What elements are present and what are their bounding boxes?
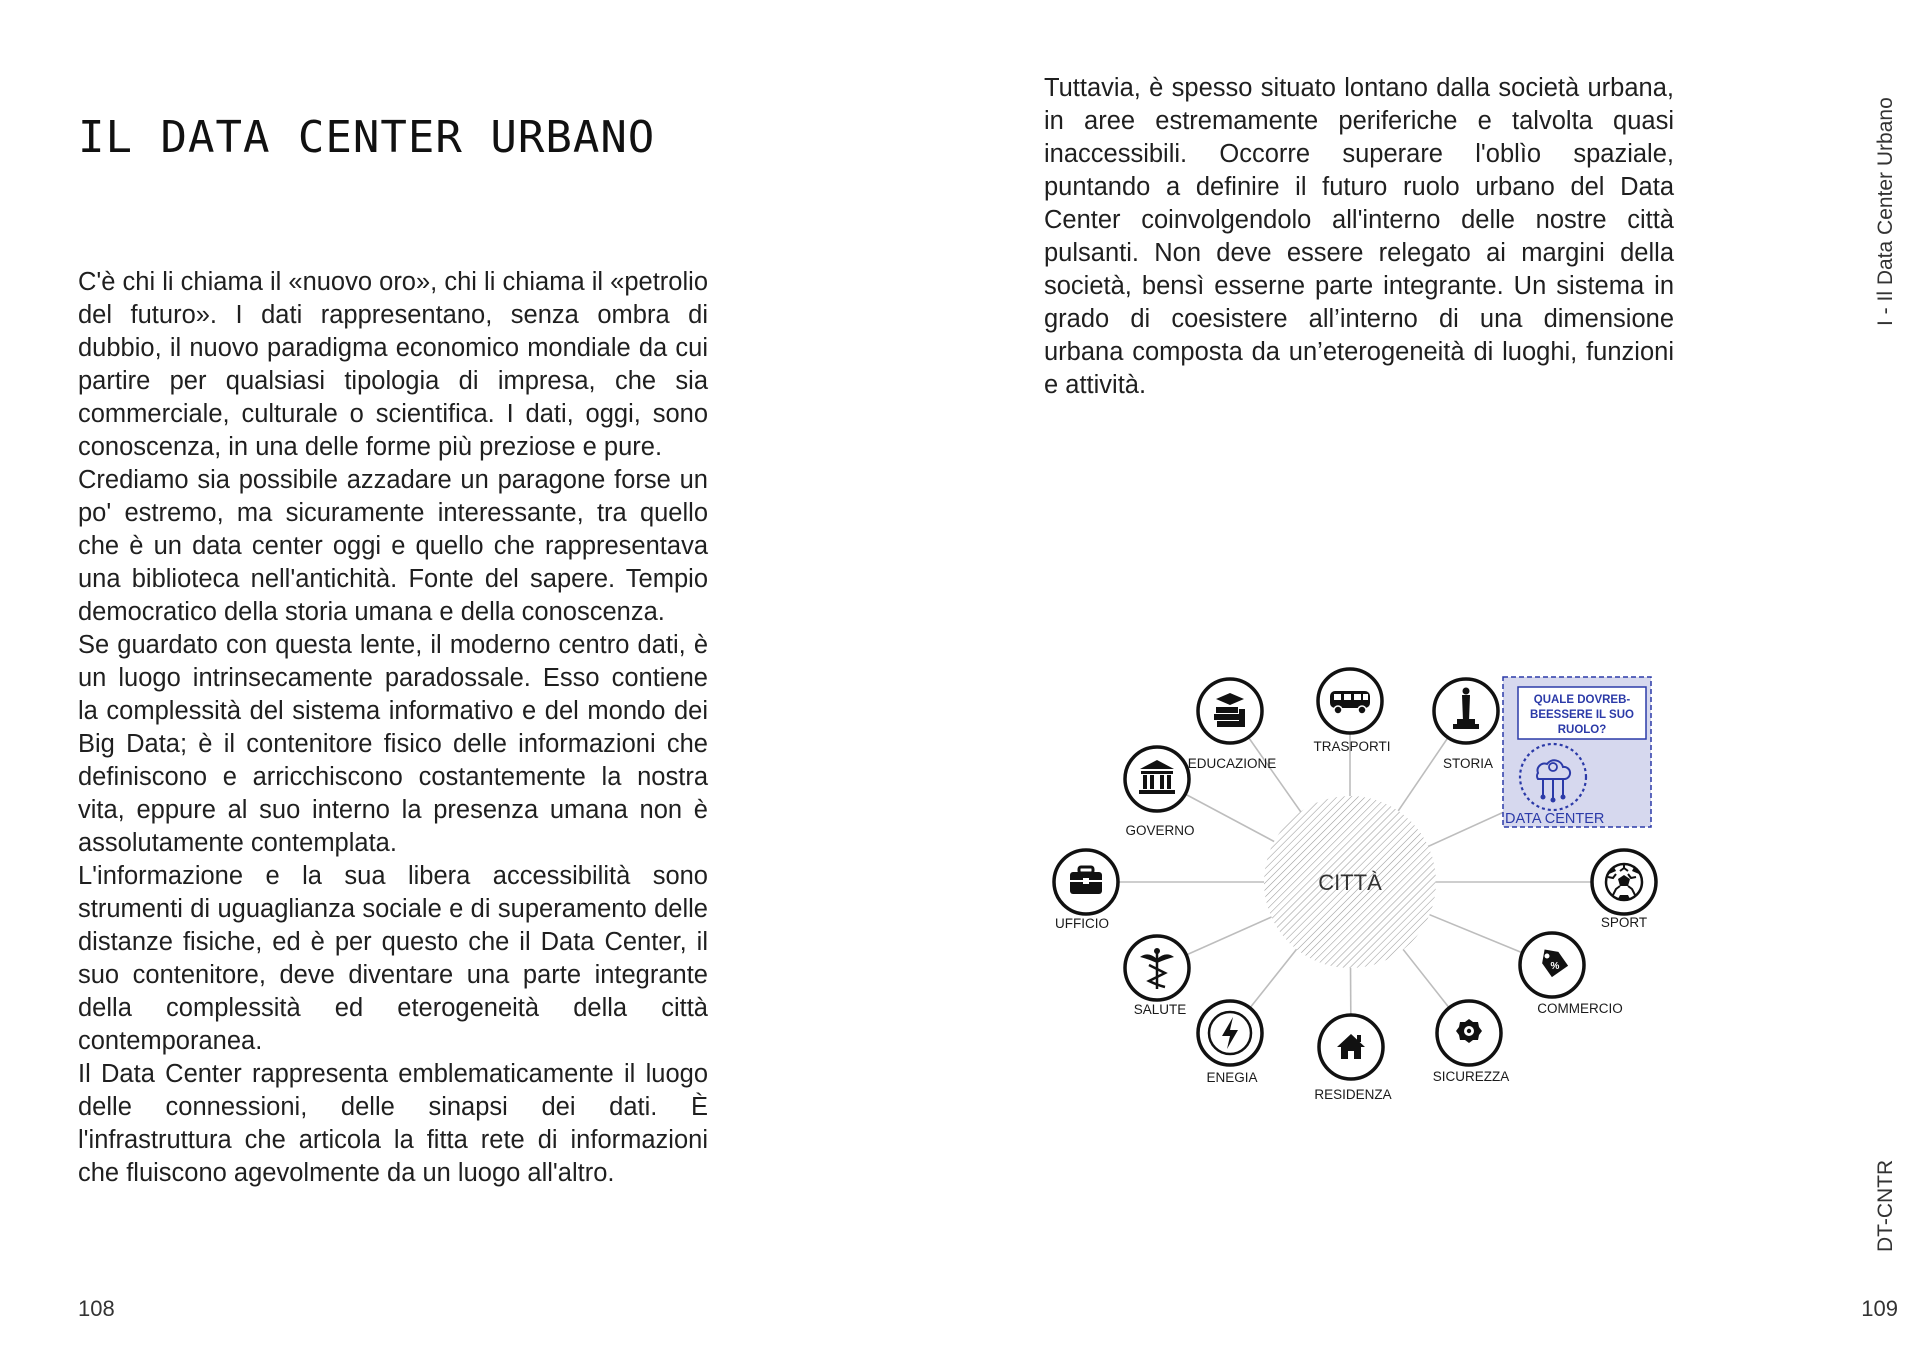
page-number-left: 108: [78, 1296, 115, 1321]
paragraph: Tuttavia, è spesso situato lontano dalla società urbana, in aree estremamente periferiche e talvolta quasi inaccessibili. Occorre superare l'oblìo spaziale, puntando a definire il futuro ruolo urbano del Data Center coinvolgendolo all'interno delle nostre città pulsanti. Non deve essere relegato ai margini della società, bensì esserne parte integrante. Un sistema in grado di coesistere all’interno di una dimensione urbana composta da un’eterogeneità di luoghi, funzioni e attività.: [1044, 74, 1674, 399]
page-title: IL DATA CENTER URBANO: [78, 112, 656, 163]
books-icon: [1214, 693, 1245, 727]
right-body-text: [1044, 72, 1674, 402]
node-sicurezza: [1433, 1001, 1510, 1084]
node-label-residenza: RESIDENZA: [1314, 1087, 1392, 1102]
paragraph: Il Data Center rappresenta emblematicamente il luogo delle connessioni, delle sinapsi dei dati. È l'infrastruttura che articola la fitta rete di informazioni che fluiscono agevolmente da un luogo all'altro.: [78, 1060, 708, 1187]
node-commercio: [1520, 933, 1623, 1016]
node-educazione: [1188, 679, 1277, 771]
data-center-question-line1: QUALE DOVREB-: [1533, 694, 1631, 706]
node-governo: [1125, 747, 1195, 838]
svg-text:%: %: [1550, 961, 1560, 972]
node-label-governo: GOVERNO: [1125, 823, 1195, 838]
node-label-commercio: COMMERCIO: [1537, 1001, 1623, 1016]
soccer-ball-icon: [1606, 864, 1642, 900]
node-label-sicurezza: SICUREZZA: [1432, 1069, 1510, 1084]
page-number-right: 109: [1861, 1296, 1898, 1321]
paragraph: Se guardato con questa lente, il moderno centro dati, è un luogo intrinsecamente paradossale. Esso contiene la complessità del sistema informativo e del mondo dei Big Data; è il contenitore fisico delle informazioni che definiscono e arricchiscono costantemente la nostra vita, eppure al suo interno la presenza umana non è assolutamente contemplata.: [78, 631, 708, 857]
police-badge-icon: [1456, 1019, 1482, 1043]
city-functions-diagram: [1040, 655, 1680, 1115]
node-sport: [1592, 850, 1656, 930]
node-label-storia: STORIA: [1442, 756, 1494, 771]
running-head-book: DT-CNTR: [1874, 1159, 1897, 1252]
node-trasporti: [1313, 669, 1390, 754]
data-center-label: DATA CENTER: [1505, 811, 1605, 827]
running-head-chapter: I - Il Data Center Urbano: [1874, 97, 1897, 326]
node-label-ufficio: UFFICIO: [1055, 916, 1109, 931]
diagram-svg: [1040, 655, 1680, 1115]
data-center-question-line2: BEESSERE IL SUO: [1530, 709, 1634, 721]
paragraph: Crediamo sia possibile azzadare un paragone forse un po' estremo, ma sicuramente interessante, tra quello che è un data center oggi e quello che rappresentava una biblioteca nell'antichità. Fonte del sapere. Tempio democratico della storia umana e della conoscenza.: [78, 466, 708, 626]
node-label-sport: SPORT: [1600, 915, 1648, 930]
node-ufficio: [1054, 850, 1118, 931]
node-residenza: [1314, 1015, 1391, 1102]
node-label-trasporti: TRASPORTI: [1313, 739, 1391, 754]
left-body-text: [78, 266, 708, 1190]
node-enegia: [1198, 1001, 1262, 1085]
node-label-salute: SALUTE: [1133, 1002, 1187, 1017]
node-label-enegia: ENEGIA: [1206, 1070, 1258, 1085]
node-salute: [1125, 936, 1189, 1017]
data-center-question-line3: RUOLO?: [1557, 724, 1607, 736]
node-label-educazione: EDUCAZIONE: [1187, 756, 1277, 771]
paragraph: C'è chi li chiama il «nuovo oro», chi li chiama il «petrolio del futuro». I dati rappresentano, senza ombra di dubbio, il nuovo paradigma economico mondiale da cui partire per qualsiasi tipologia di impresa, che sia commerciale, culturale o scientifica. I dati, oggi, sono conoscenza, in una delle forme più preziose e pure.: [78, 268, 708, 461]
node-storia: [1434, 679, 1498, 771]
city-label: CITTÀ: [1318, 870, 1382, 895]
data-center-box: [1503, 677, 1651, 827]
paragraph: L'informazione e la sua libera accessibilità sono strumenti di uguaglianza sociale e di superamento delle distanze fisiche, ed è per questo che il Data Center, il suo contenitore, deve diventare una parte integrante della complessità ed eterogeneità della città contemporanea.: [78, 862, 708, 1055]
